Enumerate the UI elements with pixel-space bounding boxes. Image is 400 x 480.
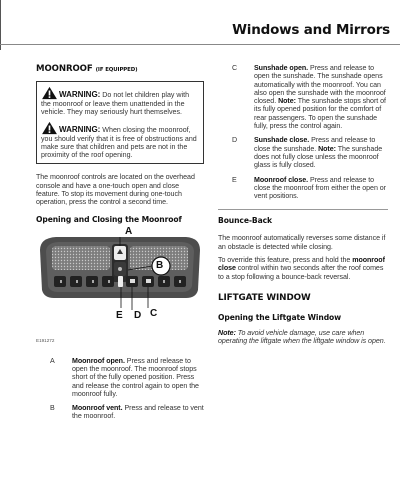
note-label: Note:: [218, 328, 236, 337]
liftgate-heading: LIFTGATE WINDOW: [218, 292, 311, 303]
page-edge-mark: [0, 0, 4, 50]
warning-text: When closing the moonroof, you should verify that it is free of obstructions and make sure that children and pets are not in the proximity of the roof opening.: [41, 125, 197, 160]
list-item-e: [218, 176, 388, 201]
bounce-back-bold: moonroof close: [218, 256, 385, 273]
item-text: Press and release to open the sunshade. The sunshade opens automatically with the moonroof. You can also open the sunshade with the moonroof closed.: [254, 64, 386, 106]
warning-2: [41, 121, 199, 160]
left-column: [36, 64, 204, 421]
bounce-back-heading: Bounce-Back: [218, 216, 272, 226]
list-item-b: [36, 404, 204, 421]
callout-e: E: [116, 309, 123, 321]
bounce-back-text: control within two seconds after the roof comes to a stop following a bounce-back reversal.: [218, 264, 384, 281]
warning-triangle-icon: [41, 121, 58, 135]
speaker-grille-left: [52, 246, 110, 270]
list-letter: D: [232, 136, 238, 145]
callout-a: A: [125, 225, 133, 237]
list-letter: E: [232, 175, 237, 184]
moonroof-heading-text: MOONROOF: [36, 64, 93, 74]
warning-label: WARNING:: [59, 90, 101, 99]
item-text: Press and release to close the moonroof from either the open or vent positions.: [254, 175, 386, 201]
section-divider: [218, 209, 388, 210]
note-label: Note:: [278, 97, 296, 106]
list-letter: B: [50, 404, 55, 413]
list-item-a: [36, 357, 204, 398]
warning-text: Do not let children play with the moonroof or leave them unattended in the vehicle. They may seriously hurt themselves.: [41, 91, 190, 117]
item-text: Press and release to close the sunshade.: [254, 136, 376, 153]
warning-label: WARNING:: [59, 124, 101, 134]
bounce-back-text: To override this feature, press and hold the: [218, 256, 353, 265]
moonroof-intro: The moonroof controls are located on the overhead console and have a one-touch open and close feature. To stop its movement during one-touch operation, press the control a second time.: [36, 173, 195, 207]
list-item-c: [218, 64, 388, 130]
moonroof-heading: [36, 64, 204, 74]
overhead-console-figure: [36, 225, 204, 334]
figure-id: E191272: [36, 337, 55, 343]
item-title: Moonroof vent.: [72, 404, 123, 413]
item-title: Sunshade open.: [254, 64, 309, 72]
warning-triangle-icon: [41, 86, 58, 100]
liftgate-note: [218, 329, 388, 346]
page-title: Windows and Mirrors: [232, 22, 390, 38]
moonroof-heading-suffix: (IF EQUIPPED): [95, 67, 138, 73]
note-text: The sunshade stops short of its fully opened position for the comfort of rear passengers. To open the sunshade fully, press the control again.: [254, 97, 386, 131]
item-text: Press and release to vent the moonroof.: [72, 404, 204, 421]
item-text: Press and release to open the moonroof. The moonroof stops short of the fully opened position. Press and release the control again to open the moonroof fully.: [72, 356, 199, 398]
header-divider: [0, 44, 400, 45]
bounce-back-para-2: [218, 256, 388, 281]
list-letter: C: [232, 64, 238, 72]
note-text: To avoid vehicle damage, use care when operating the liftgate when the liftgate window is open.: [218, 328, 386, 346]
note-text: The sunshade does not fully close unless the moonroof glass is fully closed.: [254, 144, 383, 170]
callout-b: B: [156, 259, 164, 271]
callout-c: C: [150, 307, 158, 319]
item-title: Sunshade close.: [254, 136, 310, 145]
item-title: Moonroof open.: [72, 356, 125, 365]
warning-1: [41, 86, 199, 117]
list-item-d: [218, 136, 388, 169]
opening-closing-heading: Opening and Closing the Moonroof: [36, 214, 182, 224]
note-label: Note:: [318, 144, 336, 153]
list-letter: A: [50, 356, 55, 365]
button-row: [54, 276, 186, 287]
warning-box: [36, 81, 204, 164]
right-column: [218, 64, 388, 346]
liftgate-subheading: Opening the Liftgate Window: [218, 312, 342, 322]
bounce-back-para-1: The moonroof automatically reverses some distance if an obstacle is detected while closing.: [218, 234, 386, 251]
item-title: Moonroof close.: [254, 175, 309, 184]
callout-d: D: [134, 309, 142, 321]
